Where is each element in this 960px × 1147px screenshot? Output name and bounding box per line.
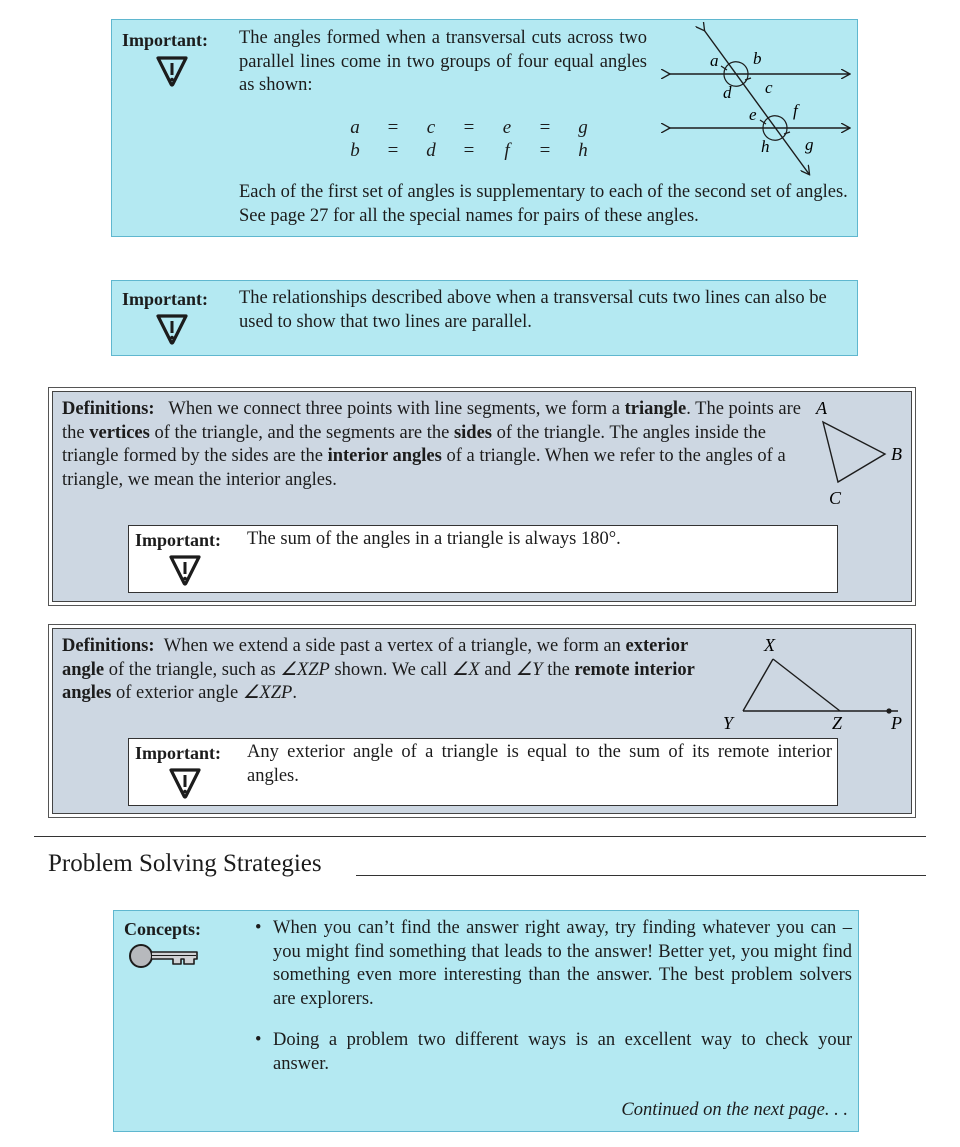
angle-sum-text: The sum of the angles in a triangle is always 180°. — [247, 529, 621, 549]
bullet-text: When you can’t find the answer right away, try finding whatever you can – you might find something that leads to the answer! Better yet, you might find something even more interesting than the answer. The best problem solvers are explorers. — [273, 918, 852, 1009]
strategy-bullet — [255, 917, 852, 1011]
eq-op: = — [387, 117, 399, 138]
definitions-label: Definitions: — [62, 636, 155, 656]
text-run: of the triangle, such as — [104, 659, 281, 680]
term-remote-interior-angles: remote interior angles — [62, 659, 695, 703]
angle-label-a: a — [710, 51, 719, 70]
key-icon — [128, 943, 200, 969]
text-run: shown. We call — [329, 659, 452, 680]
text-run: of a triangle. When we refer to the angles of a triangle, we mean the interior angles. — [62, 446, 786, 490]
transversal-diagram — [657, 22, 857, 192]
transversal-intro-text: The angles formed when a transversal cuts across two parallel lines come in two groups of four equal angles as shown: — [239, 28, 647, 95]
definitions-label: Definitions: — [62, 399, 155, 419]
angle-label-h: h — [761, 137, 770, 156]
term-sides: sides — [453, 422, 493, 443]
bullet-dot: • — [255, 918, 262, 938]
eq-op: = — [387, 140, 399, 161]
text-run: and — [479, 659, 516, 680]
eq-op: = — [539, 117, 551, 138]
term-triangle: triangle — [624, 399, 687, 419]
text-run: of the triangle, and the segments are the — [149, 422, 454, 443]
text-run: of exterior angle — [111, 683, 243, 703]
warning-triangle-icon — [154, 312, 190, 346]
eq-var: h — [578, 140, 588, 161]
warning-triangle-icon — [167, 553, 203, 587]
important-label: Important: — [122, 289, 208, 309]
important-box-angle-sum — [128, 525, 838, 593]
term-exterior-angle: exterior angle — [62, 636, 688, 680]
math-angle-xzp: ∠XZP — [242, 683, 293, 703]
point-label-p: P — [891, 713, 902, 733]
concepts-label: Concepts: — [124, 919, 201, 939]
eq-var: d — [426, 140, 436, 161]
term-interior-angles: interior angles — [327, 446, 442, 466]
exterior-angle-definition-text — [62, 635, 702, 706]
angle-label-f: f — [793, 101, 798, 120]
vertex-label-x: X — [764, 635, 775, 655]
concepts-box — [113, 910, 859, 1132]
text-run: the — [542, 659, 575, 680]
bullet-dot: • — [255, 1030, 262, 1050]
eq-var: e — [502, 117, 512, 138]
eq-var: f — [504, 140, 510, 161]
bullet-text: Doing a problem two different ways is an excellent way to check your answer. — [273, 1030, 852, 1074]
heading-underline — [356, 875, 926, 876]
eq-var: a — [350, 117, 360, 138]
math-angle-xzp: ∠XZP — [280, 659, 330, 680]
angle-label-b: b — [753, 49, 762, 68]
angle-label-g: g — [805, 135, 814, 154]
equation-row-2 — [336, 140, 602, 162]
important-box-parallel — [111, 280, 858, 356]
supplementary-text: Each of the first set of angles is supplementary to each of the second set of angles. See page 27 for all the special names for pairs of these angles. — [239, 182, 848, 226]
important-label: Important: — [135, 743, 221, 763]
warning-triangle-icon — [167, 766, 203, 800]
section-divider — [34, 836, 926, 837]
text-run: of the triangle. The angles inside the triangle formed by the sides are the — [62, 422, 767, 466]
text-run: . — [292, 683, 297, 703]
eq-var: g — [578, 117, 588, 138]
important-box-transversal — [111, 19, 858, 237]
important-label: Important: — [122, 30, 208, 50]
section-heading: Problem Solving Strategies — [48, 850, 322, 877]
eq-var: b — [350, 140, 360, 161]
text-run: When we extend a side past a vertex of a triangle, we form an — [163, 636, 626, 656]
term-vertices: vertices — [89, 422, 150, 443]
vertex-label-a: A — [816, 398, 827, 418]
definitions-box-triangle — [52, 391, 912, 602]
angle-label-e: e — [749, 105, 757, 124]
angle-label-d: d — [723, 83, 732, 102]
continued-note: Continued on the next page. . . — [621, 1100, 848, 1120]
vertex-label-c: C — [829, 488, 842, 508]
warning-triangle-icon — [154, 54, 190, 88]
important-label: Important: — [135, 530, 221, 550]
text-run: When we connect three points with line segments, we form a — [168, 399, 625, 419]
eq-var: c — [426, 117, 436, 138]
parallel-relationship-text: The relationships described above when a transversal cuts two lines can also be used to show that two lines are parallel. — [239, 288, 827, 332]
vertex-label-y: Y — [723, 713, 734, 733]
definitions-box-exterior-angle — [52, 628, 912, 814]
eq-op: = — [463, 140, 475, 161]
triangle-abc-diagram — [813, 394, 913, 509]
eq-op: = — [539, 140, 551, 161]
math-angle-y: ∠Y — [515, 659, 543, 680]
eq-op: = — [463, 117, 475, 138]
exterior-angle-theorem-text: Any exterior angle of a triangle is equal to the sum of its remote interior angles. — [247, 742, 832, 786]
exterior-angle-diagram — [713, 631, 913, 736]
vertex-label-b: B — [891, 444, 902, 464]
equation-row-1 — [336, 117, 602, 139]
vertex-label-z: Z — [832, 713, 843, 733]
triangle-definition-text — [62, 398, 807, 492]
math-angle-x: ∠X — [451, 659, 480, 680]
strategy-bullet — [255, 1029, 852, 1076]
text-run: . The points are the — [62, 399, 801, 443]
angle-label-c: c — [765, 78, 773, 97]
important-box-exterior-angle — [128, 738, 838, 806]
